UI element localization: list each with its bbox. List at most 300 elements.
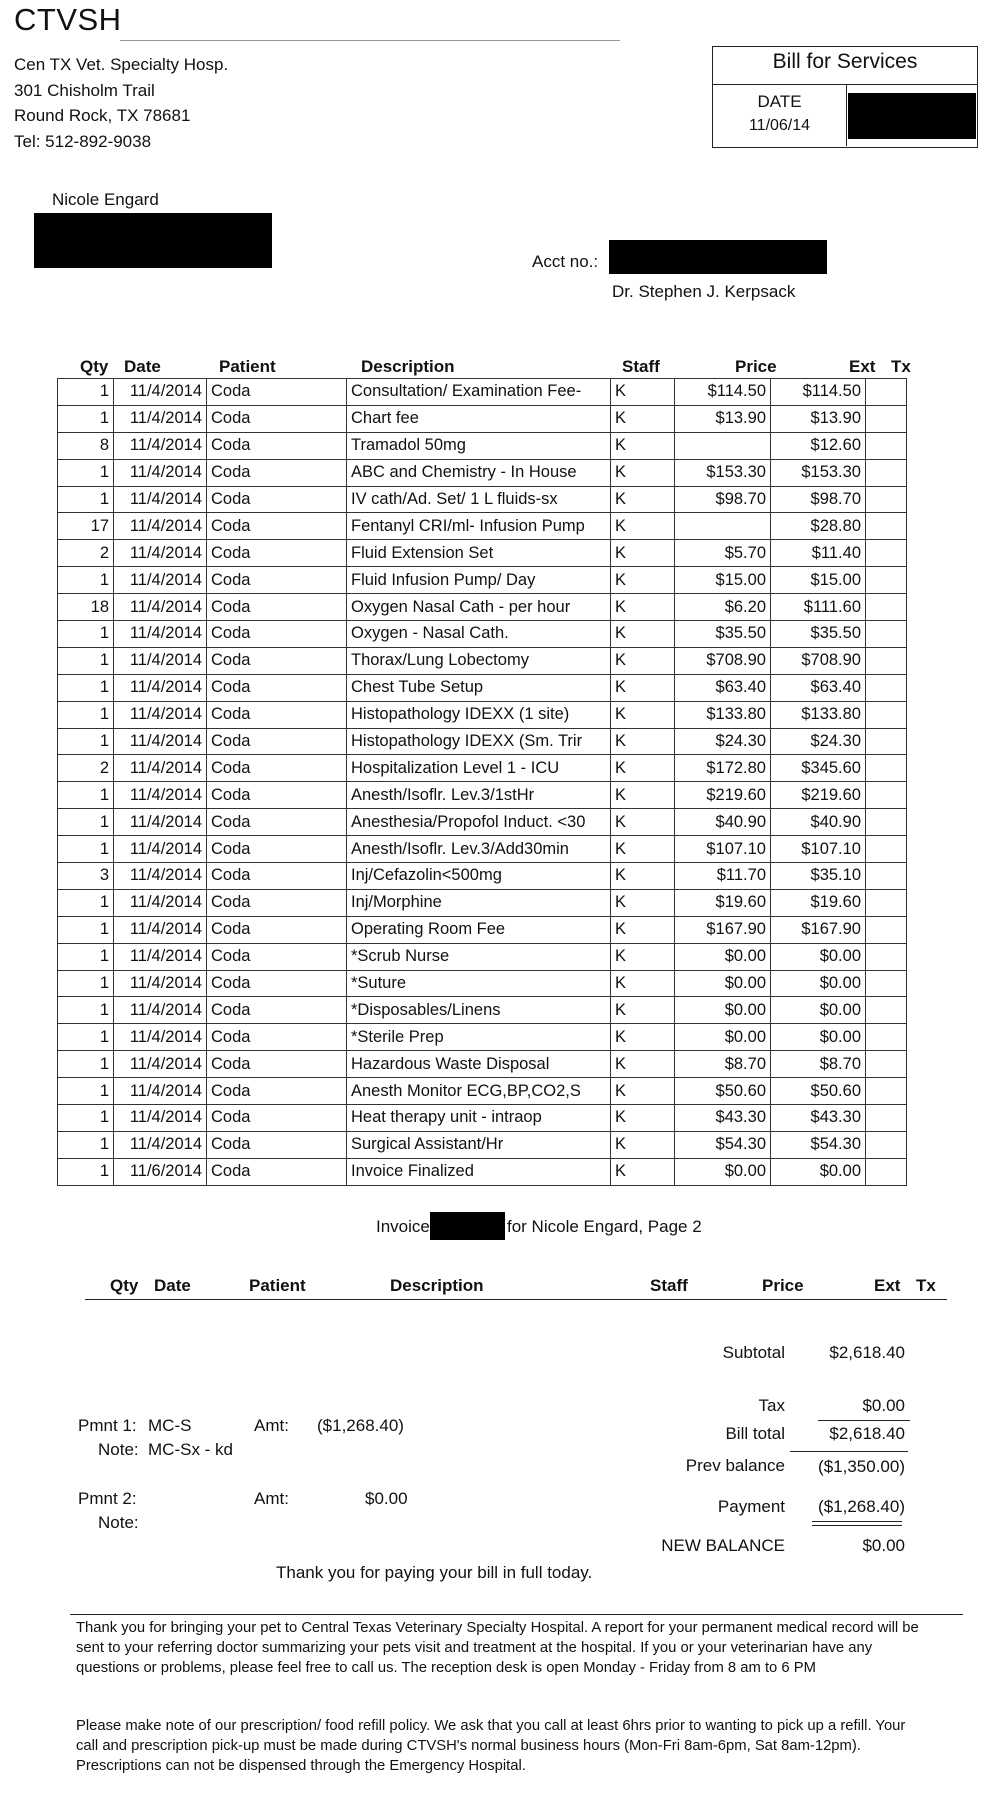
item-description: *Disposables/Linens [347,997,611,1024]
item-patient: Coda [207,540,347,567]
item-price: $19.60 [675,889,771,916]
date-label: DATE [757,92,802,111]
footer-paragraph-visit: Thank you for bringing your pet to Central Texas Veterinary Specialty Hospital. A report for your permanent medical record will be sent to your referring doctor summarizing your pets visit and treatment at the hospital. If you or your veterinarian have any questions or problems, please feel free to call us. The reception desk is open Monday - Friday from 8 am to 6 PM [76,1620,919,1676]
item-qty: 1 [58,943,114,970]
item-description: Thorax/Lung Lobectomy [347,647,611,674]
item-patient: Coda [207,836,347,863]
item-patient: Coda [207,1024,347,1051]
item-price: $43.30 [675,1105,771,1132]
item-tx [866,379,907,406]
item-tx [866,432,907,459]
item-patient: Coda [207,809,347,836]
item-staff: K [611,567,675,594]
item-staff: K [611,540,675,567]
item-ext: $133.80 [771,701,866,728]
item-qty: 1 [58,621,114,648]
item-description: Hazardous Waste Disposal [347,1051,611,1078]
item-staff: K [611,1105,675,1132]
line-item-row [58,1024,907,1051]
item-staff: K [611,432,675,459]
item-qty: 1 [58,889,114,916]
item-date: 11/4/2014 [114,997,207,1024]
item-price: $153.30 [675,459,771,486]
item-price: $172.80 [675,755,771,782]
item-tx [866,405,907,432]
address-line: Tel: 512-892-9038 [14,131,152,151]
col-head-tx: Tx [891,357,911,376]
item-patient: Coda [207,432,347,459]
item-price: $11.70 [675,863,771,890]
item-tx [866,1024,907,1051]
item-price: $219.60 [675,782,771,809]
prev-balance-value: ($1,350.00) [818,1457,905,1476]
account-label: Acct no.: [532,252,599,271]
line-item-row [58,1131,907,1158]
redacted-invoice-number [848,93,976,139]
line-item-row [58,540,907,567]
item-description: Consultation/ Examination Fee- [347,379,611,406]
col-head-date: Date [124,357,161,376]
item-tx [866,1131,907,1158]
item-qty: 1 [58,674,114,701]
payment-value: ($1,268.40) [818,1497,905,1516]
item-qty: 1 [58,1051,114,1078]
p2-col-description: Description [390,1276,484,1295]
item-date: 11/4/2014 [114,621,207,648]
item-staff: K [611,405,675,432]
line-item-row [58,916,907,943]
item-description: Inj/Morphine [347,889,611,916]
item-ext: $0.00 [771,1158,866,1185]
payment1-note-label: Note: [98,1440,139,1459]
item-description: Operating Room Fee [347,916,611,943]
line-item-row [58,459,907,486]
item-staff: K [611,728,675,755]
item-price: $114.50 [675,379,771,406]
address-line: Cen TX Vet. Specialty Hosp. [14,55,229,74]
line-item-row [58,432,907,459]
item-price: $167.90 [675,916,771,943]
payment2-amount: $0.00 [365,1489,408,1508]
item-patient: Coda [207,1051,347,1078]
payment-rule-1 [812,1521,902,1522]
item-date: 11/4/2014 [114,513,207,540]
item-tx [866,782,907,809]
invoice-prefix: Invoice [376,1217,430,1236]
item-qty: 1 [58,916,114,943]
bill-total-rule [790,1451,908,1452]
p2-col-qty: Qty [110,1276,139,1295]
subtotal-label: Subtotal [722,1343,785,1362]
line-item-row [58,621,907,648]
payment1-amount: ($1,268.40) [317,1416,404,1435]
item-tx [866,567,907,594]
item-patient: Coda [207,594,347,621]
item-patient: Coda [207,621,347,648]
item-price: $35.50 [675,621,771,648]
item-tx [866,1158,907,1185]
item-ext: $708.90 [771,647,866,674]
item-tx [866,863,907,890]
item-patient: Coda [207,782,347,809]
item-staff: K [611,943,675,970]
item-tx [866,1051,907,1078]
item-description: Anesth Monitor ECG,BP,CO2,S [347,1078,611,1105]
line-item-row [58,486,907,513]
item-tx [866,459,907,486]
item-staff: K [611,459,675,486]
date-value: 11/06/14 [748,117,811,134]
line-item-row [58,594,907,621]
item-date: 11/4/2014 [114,728,207,755]
item-description: Histopathology IDEXX (Sm. Trir [347,728,611,755]
item-ext: $219.60 [771,782,866,809]
item-description: Invoice Finalized [347,1158,611,1185]
line-item-row [58,889,907,916]
item-qty: 2 [58,755,114,782]
item-description: Oxygen Nasal Cath - per hour [347,594,611,621]
col-head-ext: Ext [849,357,876,376]
item-patient: Coda [207,943,347,970]
item-patient: Coda [207,513,347,540]
item-price [675,432,771,459]
item-price: $0.00 [675,1024,771,1051]
item-tx [866,674,907,701]
item-description: Fentanyl CRI/ml- Infusion Pump [347,513,611,540]
item-description: Anesthesia/Propofol Induct. <30 [347,809,611,836]
item-patient: Coda [207,701,347,728]
payment1-label: Pmnt 1: [78,1416,137,1435]
item-date: 11/4/2014 [114,459,207,486]
item-date: 11/4/2014 [114,594,207,621]
item-ext: $35.10 [771,863,866,890]
tax-rule [818,1420,910,1421]
item-date: 11/6/2014 [114,1158,207,1185]
item-date: 11/4/2014 [114,486,207,513]
item-tx [866,970,907,997]
p2-header-rule [85,1299,947,1300]
item-tx [866,809,907,836]
item-date: 11/4/2014 [114,863,207,890]
item-price: $107.10 [675,836,771,863]
item-patient: Coda [207,1078,347,1105]
item-ext: $0.00 [771,997,866,1024]
item-date: 11/4/2014 [114,1131,207,1158]
item-ext: $111.60 [771,594,866,621]
item-description: Anesth/Isoflr. Lev.3/1stHr [347,782,611,809]
item-description: Surgical Assistant/Hr [347,1131,611,1158]
item-ext: $11.40 [771,540,866,567]
item-ext: $98.70 [771,486,866,513]
line-item-row [58,513,907,540]
payment-label: Payment [717,1497,785,1516]
item-patient: Coda [207,1105,347,1132]
item-price: $6.20 [675,594,771,621]
item-staff: K [611,970,675,997]
item-staff: K [611,755,675,782]
item-price: $15.00 [675,567,771,594]
item-qty: 1 [58,1131,114,1158]
item-qty: 1 [58,1078,114,1105]
item-tx [866,728,907,755]
item-ext: $40.90 [771,809,866,836]
item-patient: Coda [207,459,347,486]
redacted-account-number [609,240,827,274]
item-patient: Coda [207,674,347,701]
item-description: *Sterile Prep [347,1024,611,1051]
item-ext: $35.50 [771,621,866,648]
item-qty: 17 [58,513,114,540]
address-line: Round Rock, TX 78681 [14,106,191,125]
item-date: 11/4/2014 [114,1105,207,1132]
line-item-row [58,943,907,970]
item-date: 11/4/2014 [114,701,207,728]
item-price: $40.90 [675,809,771,836]
item-qty: 1 [58,647,114,674]
item-price: $8.70 [675,1051,771,1078]
tax-value: $0.00 [862,1396,905,1415]
item-date: 11/4/2014 [114,1051,207,1078]
payment1-amt-label: Amt: [254,1416,289,1435]
item-price: $50.60 [675,1078,771,1105]
item-tx [866,701,907,728]
item-staff: K [611,486,675,513]
payment2-label: Pmnt 2: [78,1489,137,1508]
item-price [675,513,771,540]
item-patient: Coda [207,997,347,1024]
item-description: Inj/Cefazolin<500mg [347,863,611,890]
line-item-row [58,755,907,782]
line-item-row [58,701,907,728]
item-date: 11/4/2014 [114,1078,207,1105]
item-description: Fluid Infusion Pump/ Day [347,567,611,594]
item-tx [866,916,907,943]
item-patient: Coda [207,1158,347,1185]
line-item-row [58,809,907,836]
col-head-staff: Staff [622,357,660,376]
item-staff: K [611,889,675,916]
item-tx [866,647,907,674]
item-qty: 1 [58,459,114,486]
line-item-row [58,1051,907,1078]
item-tx [866,943,907,970]
item-staff: K [611,782,675,809]
line-item-row [58,567,907,594]
item-ext: $345.60 [771,755,866,782]
item-staff: K [611,997,675,1024]
line-items-table [57,378,907,1186]
line-item-row [58,405,907,432]
item-patient: Coda [207,728,347,755]
item-tx [866,836,907,863]
item-description: *Suture [347,970,611,997]
item-description: Chart fee [347,405,611,432]
p2-col-staff: Staff [650,1276,688,1295]
item-ext: $153.30 [771,459,866,486]
line-item-row [58,863,907,890]
address-line: 301 Chisholm Trail [14,80,155,100]
col-head-price: Price [735,357,777,376]
item-tx [866,594,907,621]
item-description: *Scrub Nurse [347,943,611,970]
line-item-row [58,997,907,1024]
item-ext: $12.60 [771,432,866,459]
client-name: Nicole Engard [52,190,159,209]
redacted-invoice-id [430,1212,505,1240]
payment2-amt-label: Amt: [254,1489,289,1508]
item-staff: K [611,1158,675,1185]
item-price: $708.90 [675,647,771,674]
item-qty: 1 [58,379,114,406]
item-patient: Coda [207,486,347,513]
p2-col-date: Date [154,1276,191,1295]
redacted-client-address [34,213,272,268]
item-description: Chest Tube Setup [347,674,611,701]
item-tx [866,755,907,782]
item-staff: K [611,809,675,836]
payment1-note: MC-Sx - kd [148,1440,233,1459]
item-qty: 1 [58,1024,114,1051]
line-item-row [58,728,907,755]
item-ext: $13.90 [771,405,866,432]
item-ext: $0.00 [771,970,866,997]
item-date: 11/4/2014 [114,567,207,594]
item-qty: 1 [58,809,114,836]
item-price: $13.90 [675,405,771,432]
item-price: $5.70 [675,540,771,567]
item-qty: 1 [58,1105,114,1132]
line-item-row [58,1078,907,1105]
item-description: Anesth/Isoflr. Lev.3/Add30min [347,836,611,863]
item-price: $0.00 [675,943,771,970]
item-qty: 1 [58,486,114,513]
line-item-row [58,1158,907,1185]
item-patient: Coda [207,889,347,916]
p2-col-tx: Tx [916,1276,936,1295]
payment1-method: MC-S [148,1416,192,1435]
item-description: Tramadol 50mg [347,432,611,459]
item-patient: Coda [207,863,347,890]
item-price: $133.80 [675,701,771,728]
p2-col-patient: Patient [249,1276,306,1295]
item-patient: Coda [207,755,347,782]
item-staff: K [611,647,675,674]
item-price: $98.70 [675,486,771,513]
item-description: IV cath/Ad. Set/ 1 L fluids-sx [347,486,611,513]
item-staff: K [611,674,675,701]
item-ext: $28.80 [771,513,866,540]
item-patient: Coda [207,970,347,997]
item-ext: $24.30 [771,728,866,755]
footer-rule [70,1614,963,1615]
item-tx [866,513,907,540]
item-staff: K [611,701,675,728]
line-item-row [58,674,907,701]
line-item-row [58,970,907,997]
item-staff: K [611,1078,675,1105]
item-qty: 1 [58,836,114,863]
item-ext: $50.60 [771,1078,866,1105]
item-tx [866,997,907,1024]
item-ext: $107.10 [771,836,866,863]
item-tx [866,1105,907,1132]
col-head-description: Description [361,357,455,376]
item-date: 11/4/2014 [114,379,207,406]
prev-balance-label: Prev balance [685,1456,785,1475]
item-date: 11/4/2014 [114,916,207,943]
item-qty: 1 [58,997,114,1024]
item-ext: $19.60 [771,889,866,916]
item-ext: $0.00 [771,943,866,970]
item-staff: K [611,379,675,406]
item-qty: 8 [58,432,114,459]
item-qty: 1 [58,701,114,728]
item-patient: Coda [207,379,347,406]
item-qty: 1 [58,728,114,755]
p2-col-ext: Ext [874,1276,901,1295]
bill-total-label: Bill total [725,1424,785,1443]
item-date: 11/4/2014 [114,755,207,782]
item-price: $54.30 [675,1131,771,1158]
item-date: 11/4/2014 [114,889,207,916]
item-staff: K [611,594,675,621]
line-item-row [58,647,907,674]
item-date: 11/4/2014 [114,540,207,567]
item-patient: Coda [207,916,347,943]
line-item-row [58,836,907,863]
item-ext: $167.90 [771,916,866,943]
col-head-patient: Patient [219,357,276,376]
thank-you-message: Thank you for paying your bill in full today. [276,1563,593,1582]
invoice-suffix: for Nicole Engard, Page 2 [507,1217,702,1236]
item-tx [866,889,907,916]
item-patient: Coda [207,1131,347,1158]
item-price: $0.00 [675,970,771,997]
item-qty: 1 [58,970,114,997]
item-staff: K [611,836,675,863]
item-staff: K [611,513,675,540]
item-date: 11/4/2014 [114,836,207,863]
item-staff: K [611,1024,675,1051]
item-ext: $0.00 [771,1024,866,1051]
item-qty: 18 [58,594,114,621]
item-date: 11/4/2014 [114,782,207,809]
item-qty: 1 [58,405,114,432]
item-date: 11/4/2014 [114,405,207,432]
subtotal-value: $2,618.40 [829,1343,905,1362]
item-date: 11/4/2014 [114,809,207,836]
item-tx [866,621,907,648]
item-description: ABC and Chemistry - In House [347,459,611,486]
line-item-row [58,782,907,809]
item-description: Histopathology IDEXX (1 site) [347,701,611,728]
item-description: Hospitalization Level 1 - ICU [347,755,611,782]
item-qty: 3 [58,863,114,890]
item-qty: 1 [58,567,114,594]
header-rule [120,40,620,41]
item-staff: K [611,863,675,890]
bill-total-value: $2,618.40 [829,1424,905,1443]
item-qty: 1 [58,782,114,809]
item-qty: 1 [58,1158,114,1185]
item-tx [866,540,907,567]
item-ext: $114.50 [771,379,866,406]
item-ext: $54.30 [771,1131,866,1158]
new-balance-value: $0.00 [862,1536,905,1555]
item-date: 11/4/2014 [114,674,207,701]
hospital-address [14,52,228,154]
item-qty: 2 [58,540,114,567]
